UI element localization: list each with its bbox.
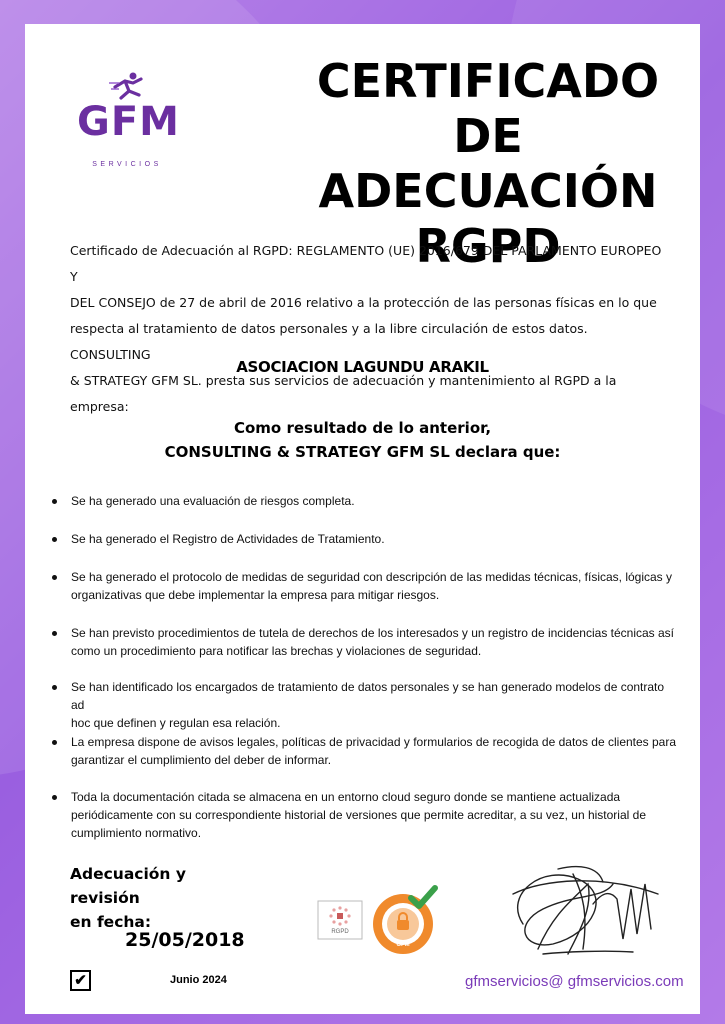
list-item	[52, 788, 677, 842]
result-statement	[25, 416, 700, 464]
result-line: CONSULTING & STRATEGY GFM SL declara que:	[164, 443, 561, 461]
logo-text: GFM	[77, 99, 180, 145]
list-item-line: Toda la documentación citada se almacena en un entorno cloud seguro donde se mantiene actualizada	[71, 790, 621, 804]
list-item-line: La empresa dispone de avisos legales, políticas de privacidad y formularios de recogida de datos de clientes para	[71, 735, 677, 749]
title-line: ADECUACIÓN	[318, 164, 658, 218]
period-label: Junio 2024	[170, 974, 227, 986]
list-item-line: Se ha generado el protocolo de medidas de seguridad con descripción de las medidas técnicas, físicas, lógicas y	[71, 570, 673, 584]
list-item-line: como un procedimiento para notificar las brechas y violaciones de seguridad.	[71, 644, 482, 658]
list-item	[52, 624, 677, 660]
contact-email[interactable]: gfmservicios@ gfmservicios.com	[465, 973, 684, 990]
checkbox[interactable]: ✔	[70, 970, 91, 991]
intro-line: respecta al tratamiento de datos personales y a la libre circulación de estos datos. CONSULTING	[70, 321, 588, 362]
list-item-line: periódicamente con su correspondiente historial de versiones que permite acreditar, a su vez, un historial de	[71, 808, 646, 822]
title-line: CERTIFICADO DE	[316, 54, 660, 163]
badge-label: GFM	[396, 942, 410, 948]
certificate-sheet	[25, 24, 700, 1014]
logo-subtitle: SERVICIOS	[92, 161, 162, 168]
intro-paragraph	[70, 238, 672, 420]
list-item-line: cumplimiento normativo.	[71, 826, 202, 840]
review-date: 25/05/2018	[125, 929, 245, 951]
list-item-line: Se han previsto procedimientos de tutela de derechos de los interesados y un registro de incidencias técnicas así	[71, 626, 675, 640]
intro-line: & STRATEGY GFM SL. presta sus servicios de adecuación y mantenimiento al RGPD a la empresa:	[70, 373, 617, 414]
list-item	[52, 530, 677, 548]
list-item-line: organizativas que debe implementar la empresa para mitigar riesgos.	[71, 588, 440, 602]
list-item	[52, 678, 677, 732]
title-line: RGPD	[415, 219, 561, 273]
list-item	[52, 492, 677, 510]
list-item-line: Se han identificado los encargados de tratamiento de datos personales y se han generado modelos de contrato ad	[71, 680, 665, 712]
list-item-line: hoc que definen y regulan esa relación.	[71, 716, 281, 730]
list-item	[52, 733, 677, 769]
list-item	[52, 568, 677, 604]
certified-badge-icon	[369, 884, 441, 956]
gfm-logo	[77, 71, 180, 181]
review-label-line: en fecha:	[70, 913, 152, 931]
intro-line: DEL CONSEJO de 27 de abril de 2016 relativo a la protección de las personas físicas en lo que	[70, 295, 657, 310]
eu-seal-label: RGPD	[331, 929, 349, 935]
review-label	[70, 862, 250, 934]
eu-rgpd-seal-icon	[317, 900, 363, 940]
review-label-line: Adecuación y revisión	[70, 865, 186, 907]
signature-image	[483, 854, 683, 969]
company-name: ASOCIACION LAGUNDU ARAKIL	[236, 358, 489, 376]
list-item-line: Se ha generado una evaluación de riesgos completa.	[71, 494, 355, 508]
list-item-line: Se ha generado el Registro de Actividades de Tratamiento.	[71, 532, 385, 546]
list-item-line: garantizar el cumplimiento del deber de informar.	[71, 753, 332, 767]
result-line: Como resultado de lo anterior,	[233, 419, 492, 437]
intro-line: Certificado de Adecuación al RGPD: REGLAMENTO (UE) 2016/679 DEL PARLAMENTO EUROPEO Y	[70, 243, 662, 284]
runner-icon	[107, 71, 147, 101]
